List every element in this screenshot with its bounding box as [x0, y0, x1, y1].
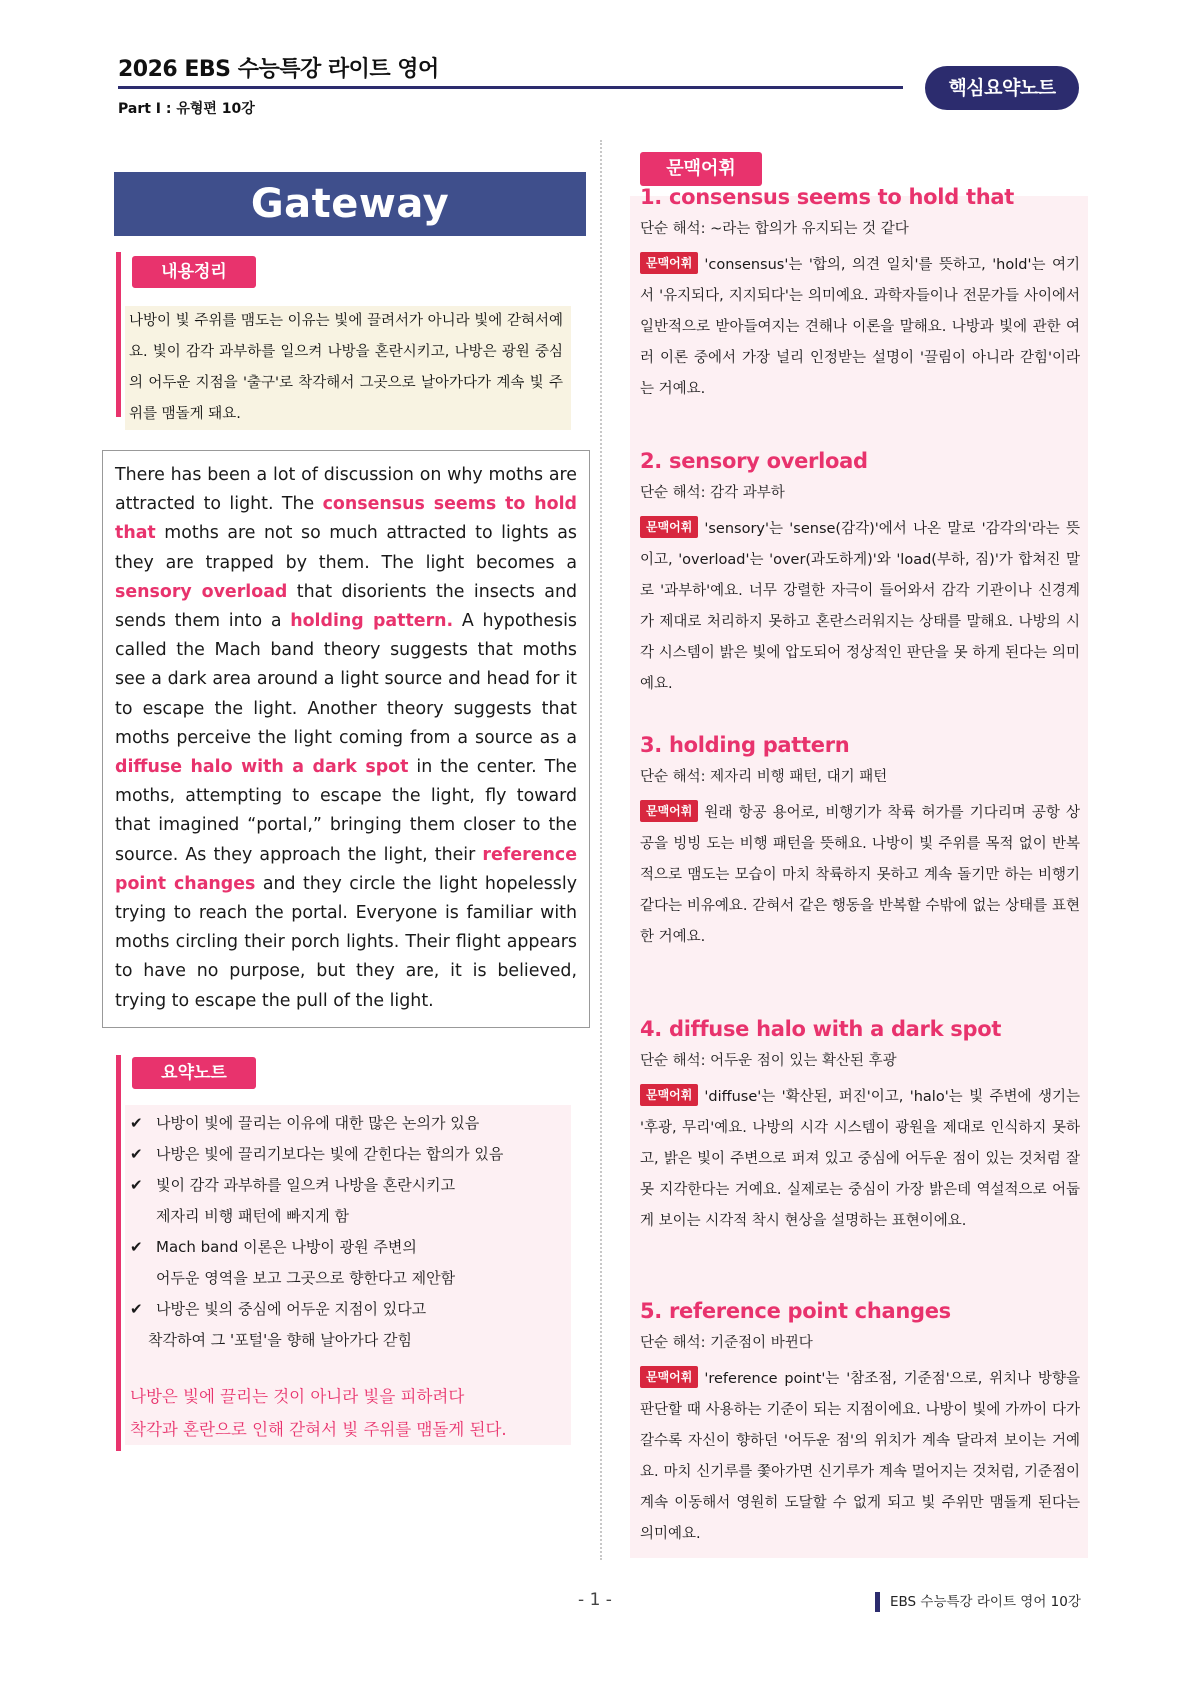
notes-accent-bar: [116, 1055, 121, 1451]
passage-box: [102, 450, 590, 1028]
conclusion-line: 착각과 혼란으로 인해 갇혀서 빛 주위를 맴돌게 된다.: [130, 1420, 507, 1439]
passage-highlight: diffuse halo with a dark spot: [115, 757, 409, 778]
summary-tag: 내용정리: [132, 256, 256, 288]
vocab-mini-tag: 문맥어휘: [640, 1084, 698, 1106]
check-icon: ✔: [130, 1114, 143, 1132]
list-item: 어두운 영역을 보고 그곳으로 향한다고 제안함: [156, 1269, 456, 1287]
vocab-term: 3. holding pattern: [640, 733, 850, 757]
list-item: ✔ 나방이 빛에 끌리는 이유에 대한 많은 논의가 있음: [130, 1108, 570, 1139]
vocab-simple: 단순 해석: 제자리 비행 패턴, 대기 패턴: [640, 769, 888, 785]
column-divider: [600, 140, 602, 1560]
gateway-title: Gateway: [114, 172, 586, 236]
vocab-item: [640, 1296, 1080, 1550]
vocab-simple: 단순 해석: 어두운 점이 있는 확산된 후광: [640, 1053, 897, 1069]
conclusion-line: 나방은 빛에 끌리는 것이 아니라 빛을 피하려다: [130, 1387, 465, 1406]
vocab-explanation: 문맥어휘 'reference point'는 '참조점, 기준점'으로, 위치나 방향을 판단할 때 사용하는 기준이 되는 지점이에요. 나방이 빛에 가까이 다가갈수록 자신이 향하던 '어두운 점'의 위치가 계속 달라져 보이는 거예요. 마치 신기루를 쫓아가면 신기루가 계속 멀어지는 것처럼, 기준점이 계속 이동해서 영원히 도달할 수 없게 되고 빛 주위만 맴돌게 된다는 의미예요.: [640, 1364, 1080, 1550]
vocab-explanation: 문맥어휘 'diffuse'는 '확산된, 퍼진'이고, 'halo'는 빛 주변에 생기는 '후광, 무리'예요. 나방의 시각 시스템이 광원을 제대로 인식하지 못하고, 밝은 빛이 주변으로 퍼져 있고 중심에 어두운 점이 있는 것처럼 잘못 지각한다는 거예요. 실제로는 중심이 가장 밝은데 역설적으로 어둡게 보이는 시각적 착시 현상을 설명하는 표현이에요.: [640, 1082, 1080, 1237]
passage-highlight: sensory overload: [115, 581, 288, 602]
vocab-mini-tag: 문맥어휘: [640, 252, 698, 274]
vocab-simple: 단순 해석: 기준점이 바뀐다: [640, 1335, 813, 1351]
document-title: 2026 EBS 수능특강 라이트 영어: [118, 57, 439, 82]
list-item: ✔ 빛이 감각 과부하를 일으켜 나방을 혼란시키고: [130, 1170, 570, 1201]
summary-text: 나방이 빛 주위를 맴도는 이유는 빛에 끌려서가 아니라 빛에 갇혀서예요. 빛이 감각 과부하를 일으켜 나방을 혼란시키고, 나방은 광원 중심의 어두운 지점을 '출구'로 착각해서 그곳으로 날아가다가 계속 빛 주위를 맴돌게 돼요.: [125, 306, 571, 430]
notes-tag: 요약노트: [132, 1057, 256, 1089]
check-icon: ✔: [130, 1176, 143, 1194]
vocab-mini-tag: 문맥어휘: [640, 800, 698, 822]
vocab-item: [640, 446, 1080, 700]
vocab-item: [640, 730, 1080, 953]
page-number: - 1 -: [578, 1590, 612, 1610]
vocab-term: 1. consensus seems to hold that: [640, 185, 1014, 209]
context-vocab-tag: 문맥어휘: [640, 152, 762, 186]
check-icon: ✔: [130, 1300, 143, 1318]
passage-highlight: consensus seems to hold that: [115, 494, 577, 544]
passage-text: and they circle the light hopelessly trying to reach the portal. Everyone is familiar with moths circling their porch lights. Their flight appears to have no purpose, but they are, it is believed, trying to escape the pull of the light.: [115, 873, 577, 1011]
vocab-explanation: 문맥어휘 원래 항공 용어로, 비행기가 착륙 허가를 기다리며 공항 상공을 빙빙 도는 비행 패턴을 뜻해요. 나방이 빛 주위를 목적 없이 반복적으로 맴도는 모습이 마치 착륙하지 못하고 계속 돌기만 하는 비행기 같다는 비유예요. 갇혀서 같은 행동을 반복할 수밖에 없는 상태를 표현한 거예요.: [640, 798, 1080, 953]
part-label: Part Ⅰ : 유형편 10강: [118, 101, 255, 117]
passage-text: moths are not so much attracted to lights as they are trapped by them. The light becomes a: [115, 523, 577, 573]
vocab-item: [640, 1014, 1080, 1237]
passage-highlight: holding pattern.: [290, 611, 454, 632]
passage-text: in the center. The moths, attempting to escape the light, fly toward that imagined “portal,” bringing them closer to the source. As they approach the light, their: [115, 757, 577, 865]
vocab-term: 2. sensory overload: [640, 449, 868, 473]
vocab-simple: 단순 해석: 감각 과부하: [640, 485, 785, 501]
check-icon: ✔: [130, 1238, 143, 1256]
notes-conclusion: [130, 1380, 570, 1446]
vocab-item: [640, 182, 1080, 405]
list-item: 착각하여 그 '포털'을 향해 날아가다 갇힘: [148, 1331, 412, 1349]
list-item: ✔ 나방은 빛에 끌리기보다는 빛에 갇힌다는 합의가 있음: [130, 1139, 570, 1170]
vocab-term: 5. reference point changes: [640, 1299, 951, 1323]
list-item: ✔ 나방은 빛의 중심에 어두운 지점이 있다고: [130, 1294, 570, 1325]
vocab-explanation: 문맥어휘 'sensory'는 'sense(감각)'에서 나온 말로 '감각의'라는 뜻이고, 'overload'는 'over(과도하게)'와 'load(부하, 짐)'가 합쳐진 말로 '과부하'예요. 너무 강렬한 자극이 들어와서 감각 기관이나 신경계가 제대로 처리하지 못하고 혼란스러워지는 상태를 말해요. 나방의 시각 시스템이 밝은 빛에 압도되어 정상적인 판단을 못 하게 된다는 의미예요.: [640, 514, 1080, 700]
list-item: 제자리 비행 패턴에 빠지게 함: [156, 1207, 349, 1225]
vocab-simple: 단순 해석: ~라는 합의가 유지되는 것 같다: [640, 221, 909, 237]
header-rule: [118, 86, 903, 89]
vocab-term: 4. diffuse halo with a dark spot: [640, 1017, 1002, 1041]
passage-text: A hypothesis called the Mach band theory suggests that moths see a dark area around a light source and head for it to escape the light. Another theory suggests that moths perceive the light coming from a source as a: [115, 611, 577, 748]
passage-text: There has been a lot of discussion on why moths are attracted to light. The: [115, 465, 577, 515]
vocab-explanation: 문맥어휘 'consensus'는 '합의, 의견 일치'를 뜻하고, 'hold'는 여기서 '유지되다, 지지되다'는 의미예요. 과학자들이나 전문가들 사이에서 일반적으로 받아들여지는 견해나 이론을 말해요. 나방과 빛에 관한 여러 이론 중에서 가장 널리 인정받는 설명이 '끌림이 아니라 갇힘'이라는 거예요.: [640, 250, 1080, 405]
footer-label: EBS 수능특강 라이트 영어 10강: [875, 1592, 1081, 1612]
check-icon: ✔: [130, 1145, 143, 1163]
list-item: ✔ Mach band 이론은 나방이 광원 주변의: [130, 1232, 570, 1263]
core-summary-badge: 핵심요약노트: [925, 66, 1079, 110]
vocab-mini-tag: 문맥어휘: [640, 516, 698, 538]
summary-accent-bar: [116, 252, 121, 417]
vocab-mini-tag: 문맥어휘: [640, 1366, 698, 1388]
notes-list: [130, 1108, 570, 1356]
passage-highlight: reference point changes: [115, 844, 577, 894]
passage-text: that disorients the insects and sends them into a: [115, 581, 578, 632]
